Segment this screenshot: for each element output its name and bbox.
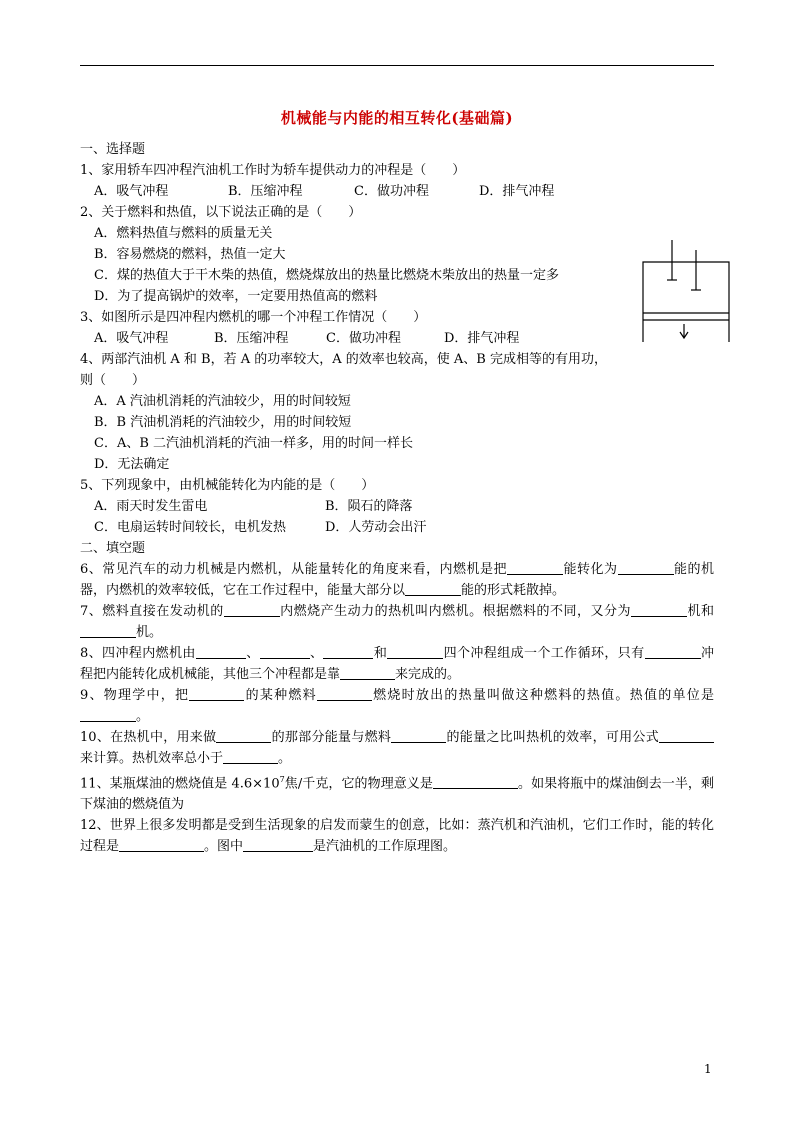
q5-option-c: C．电扇运转时间较长，电机发热 [94,520,286,535]
q2-option-d: D．为了提高锅炉的效率，一定要用热值高的燃料 [94,289,378,304]
page-title: 机械能与内能的相互转化(基础篇) [280,109,514,127]
q4-stem-line2: 则（ ） [80,373,146,388]
q8-text: 8、四冲程内燃机由 、 、 和 四个冲程组成一个工作循环，只有 冲程把内能转化成机械能，其他三个冲程都是靠 来完成的。 [80,646,714,682]
q12-text: 12、世界上很多发明都是受到生活现象的启发而蒙生的创意，比如：蒸汽机和汽油机，它们工作时，能的转化过程是 。图中 是汽油机的工作原理图。 [80,818,714,855]
q6-text: 6、常见汽车的动力机械是内燃机，从能量转化的角度来看，内燃机是把 能转化为 能的机器，内燃机的效率较低，它在工作过程中，能量大部分以 能的形式耗散掉。 [80,562,714,598]
q7-text: 7、燃料直接在发动机的 内燃烧产生动力的热机叫内燃机。根据燃料的不同，又分为 机和机。 [80,604,714,640]
q4-option-a: A．A 汽油机消耗的汽油较少，用的时间较短 [94,394,351,409]
q2-stem: 2、关于燃料和热值，以下说法正确的是（ ） [80,205,362,220]
q10-blank-4[interactable] [223,749,278,764]
q1-stem: 1、家用轿车四冲程汽油机工作时为轿车提供动力的冲程是（ ） [80,163,466,178]
q5-stem: 5、下列现象中，由机械能转化为内能的是（ ） [80,478,375,493]
page-number: 1 [704,1062,712,1076]
q12-blank-2[interactable] [243,837,313,852]
q8-blank-1[interactable] [196,644,246,659]
q7-blank-1[interactable] [224,602,280,617]
q8-blank-5[interactable] [645,644,701,659]
q3-stem: 3、如图所示是四冲程内燃机的哪一个冲程工作情况（ ） [80,310,427,325]
q1-option-b: B．压缩冲程 [228,184,303,199]
q7-blank-3[interactable] [80,623,136,638]
q4-option-c: C．A、B 二汽油机消耗的汽油一样多，用的时间一样长 [94,436,414,451]
q5-options-row1 [80,496,714,517]
q1-options [80,181,714,202]
q3-option-c: C．做功冲程 [326,331,401,346]
q6-blank-2[interactable] [618,560,674,575]
q12-blank-1[interactable] [119,837,204,852]
q10-blank-1[interactable] [216,728,271,743]
q2-option-c: C．煤的热值大于干木柴的热值，燃烧煤放出的热量比燃烧木柴放出的热量一定多 [94,268,559,283]
section-heading-choice: 一、选择题 [80,142,146,157]
q8-blank-2[interactable] [260,644,310,659]
q5-option-d: D．人劳动会出汗 [325,520,427,535]
q11-blank-1[interactable] [433,774,518,789]
cylinder-walls [643,262,729,342]
q7-blank-2[interactable] [631,602,687,617]
q11-blank-2[interactable] [184,795,269,810]
q9-blank-1[interactable] [189,686,244,701]
q10-blank-3[interactable] [659,728,714,743]
q8-blank-4[interactable] [387,644,443,659]
q2-option-b: B．容易燃烧的燃料，热值一定大 [94,247,286,262]
q4-option-b: B．B 汽油机消耗的汽油较少，用的时间较短 [94,415,352,430]
header-rule [80,65,714,66]
q4-stem-line1: 4、两部汽油机 A 和 B，若 A 的功率较大，A 的效率也较高，使 A、B 完成相等的有用功， [80,352,607,367]
engine-stroke-figure [640,236,732,342]
q4-option-d: D．无法确定 [94,457,170,472]
q1-option-d: D．排气冲程 [479,184,555,199]
q10-blank-2[interactable] [391,728,446,743]
q1-option-a: A．吸气冲程 [94,184,169,199]
q5-options-row2 [80,517,714,538]
q3-option-d: D．排气冲程 [444,331,520,346]
q1-option-c: C．做功冲程 [354,184,429,199]
q3-option-a: A．吸气冲程 [94,331,169,346]
q5-option-a: A．雨天时发生雷电 [94,499,208,514]
q9-blank-3[interactable] [80,707,136,722]
q9-blank-2[interactable] [317,686,372,701]
q9-text: 9、物理学中，把 的某种燃料 燃烧时放出的热量叫做这种燃料的热值。热值的单位是。 [80,688,714,724]
q5-option-b: B．陨石的降落 [325,499,413,514]
q10-text: 10、在热机中，用来做 的那部分能量与燃料 的能量之比叫热机的效率，可用公式来计算。热机效率总小于 。 [80,727,714,769]
section-heading-fill: 二、填空题 [80,541,146,556]
q8-blank-3[interactable] [323,644,373,659]
q11-text: 11、某瓶煤油的燃烧值是 $4.6\times 10^7$焦/千克，它的物理意义是 。如果将瓶中的煤油倒去一半，剩下煤油的燃烧值为 [80,775,714,813]
q3-option-b: B．压缩冲程 [214,331,289,346]
q2-option-a: A．燃料热值与燃料的质量无关 [94,226,273,241]
q3-options [80,328,714,349]
q8-blank-6[interactable] [340,665,395,680]
q6-blank-1[interactable] [507,560,563,575]
q6-blank-3[interactable] [405,581,461,596]
worksheet-body [80,139,714,857]
